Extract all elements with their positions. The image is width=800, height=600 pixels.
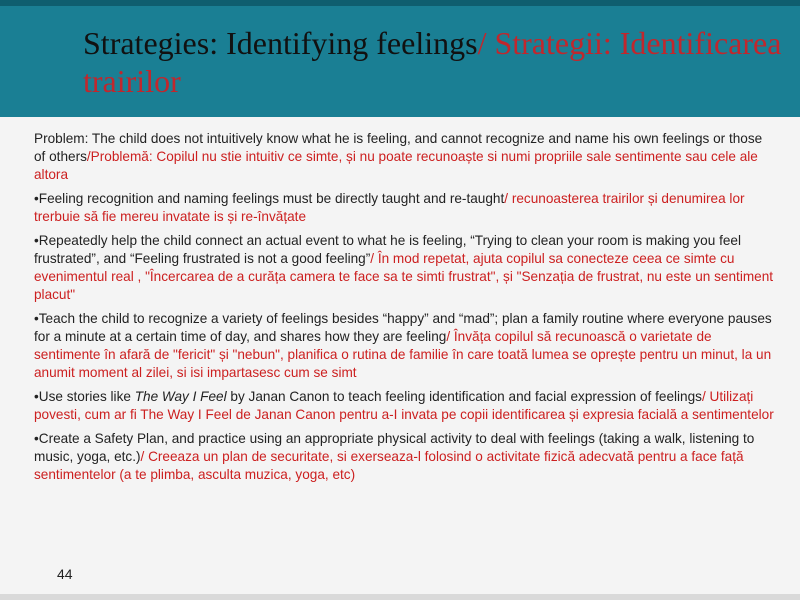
paragraph-romanian: / În mod repetat, ajuta copilul sa conecteze ceea ce simte cu evenimentul real , "Încercarea de a curăța camera te face sa te simti frustrat", și "Senzația de frustrat, nu este un sentiment placut" <box>34 251 774 302</box>
title-romanian: / Strategii: Identificarea trairilor <box>83 25 782 99</box>
bullet-variety-of-feelings <box>34 310 776 382</box>
title-english: Strategies: Identifying feelings <box>83 25 478 61</box>
slide-body <box>34 130 776 490</box>
paragraph-romanian: /Problemă: Copilul nu stie intuitiv ce simte, și nu poate recunoaște si numi propriile sale sentimente sau cele ale altora <box>34 149 758 182</box>
bullet-connect-event <box>34 232 776 304</box>
bullet-use-stories <box>34 388 776 424</box>
title-bar <box>0 0 800 117</box>
paragraph-problem <box>34 130 776 184</box>
paragraph-romanian: / Utilizați povesti, cum ar fi The Way I Feel de Janan Canon pentru a-I invata pe copii identificarea și expresia facială a sentimentelor <box>34 389 774 422</box>
book-title: The Way I Feel <box>134 389 227 404</box>
paragraph-english: Problem: The child does not intuitively know what he is feeling, and cannot recognize and name his own feelings or those of others <box>34 131 763 164</box>
paragraph-romanian: / Creeaza un plan de securitate, si exerseaza-l folosind o activitate fizică adecvată pentru a face față sentimentelor (a te plimba, asculta muzica, yoga, etc) <box>34 449 744 482</box>
paragraph-english: •Feeling recognition and naming feelings must be directly taught and re-taught <box>34 191 505 206</box>
paragraph-english: •Create a Safety Plan, and practice using an appropriate physical activity to deal with feelings (taking a walk, listening to music, yoga, etc.) <box>34 431 755 464</box>
bullet-feeling-recognition <box>34 190 776 226</box>
bullet-safety-plan <box>34 430 776 484</box>
page-number: 44 <box>57 566 73 582</box>
paragraph-romanian: / Învăța copilul să recunoască o varietate de sentimente în afară de "fericit" și "nebun", planifica o rutina de familie în care toată lumea se oprește pentru un minut, la un anumit moment al zilei, si isi impartasesc cum se simt <box>34 329 772 380</box>
slide-title <box>83 24 783 100</box>
paragraph-english: •Repeatedly help the child connect an actual event to what he is feeling, “Trying to clean your room is making you feel frustrated”, and “Feeling frustrated is not a good feeling” <box>34 233 741 266</box>
paragraph-english-before: •Use stories like <box>34 389 135 404</box>
paragraph-english-after: by Janan Canon to teach feeling identification and facial expression of feelings <box>226 389 702 404</box>
paragraph-english: •Teach the child to recognize a variety of feelings besides “happy” and “mad”; plan a family routine where everyone pauses for a minute at a certain time of day, and shares how they are feeling <box>34 311 772 344</box>
footer-rule <box>0 594 800 600</box>
paragraph-romanian: / recunoasterea trairilor și denumirea lor trerbuie să fie mereu invatate is și re-învățate <box>34 191 745 224</box>
title-bar-top-band <box>0 0 800 6</box>
